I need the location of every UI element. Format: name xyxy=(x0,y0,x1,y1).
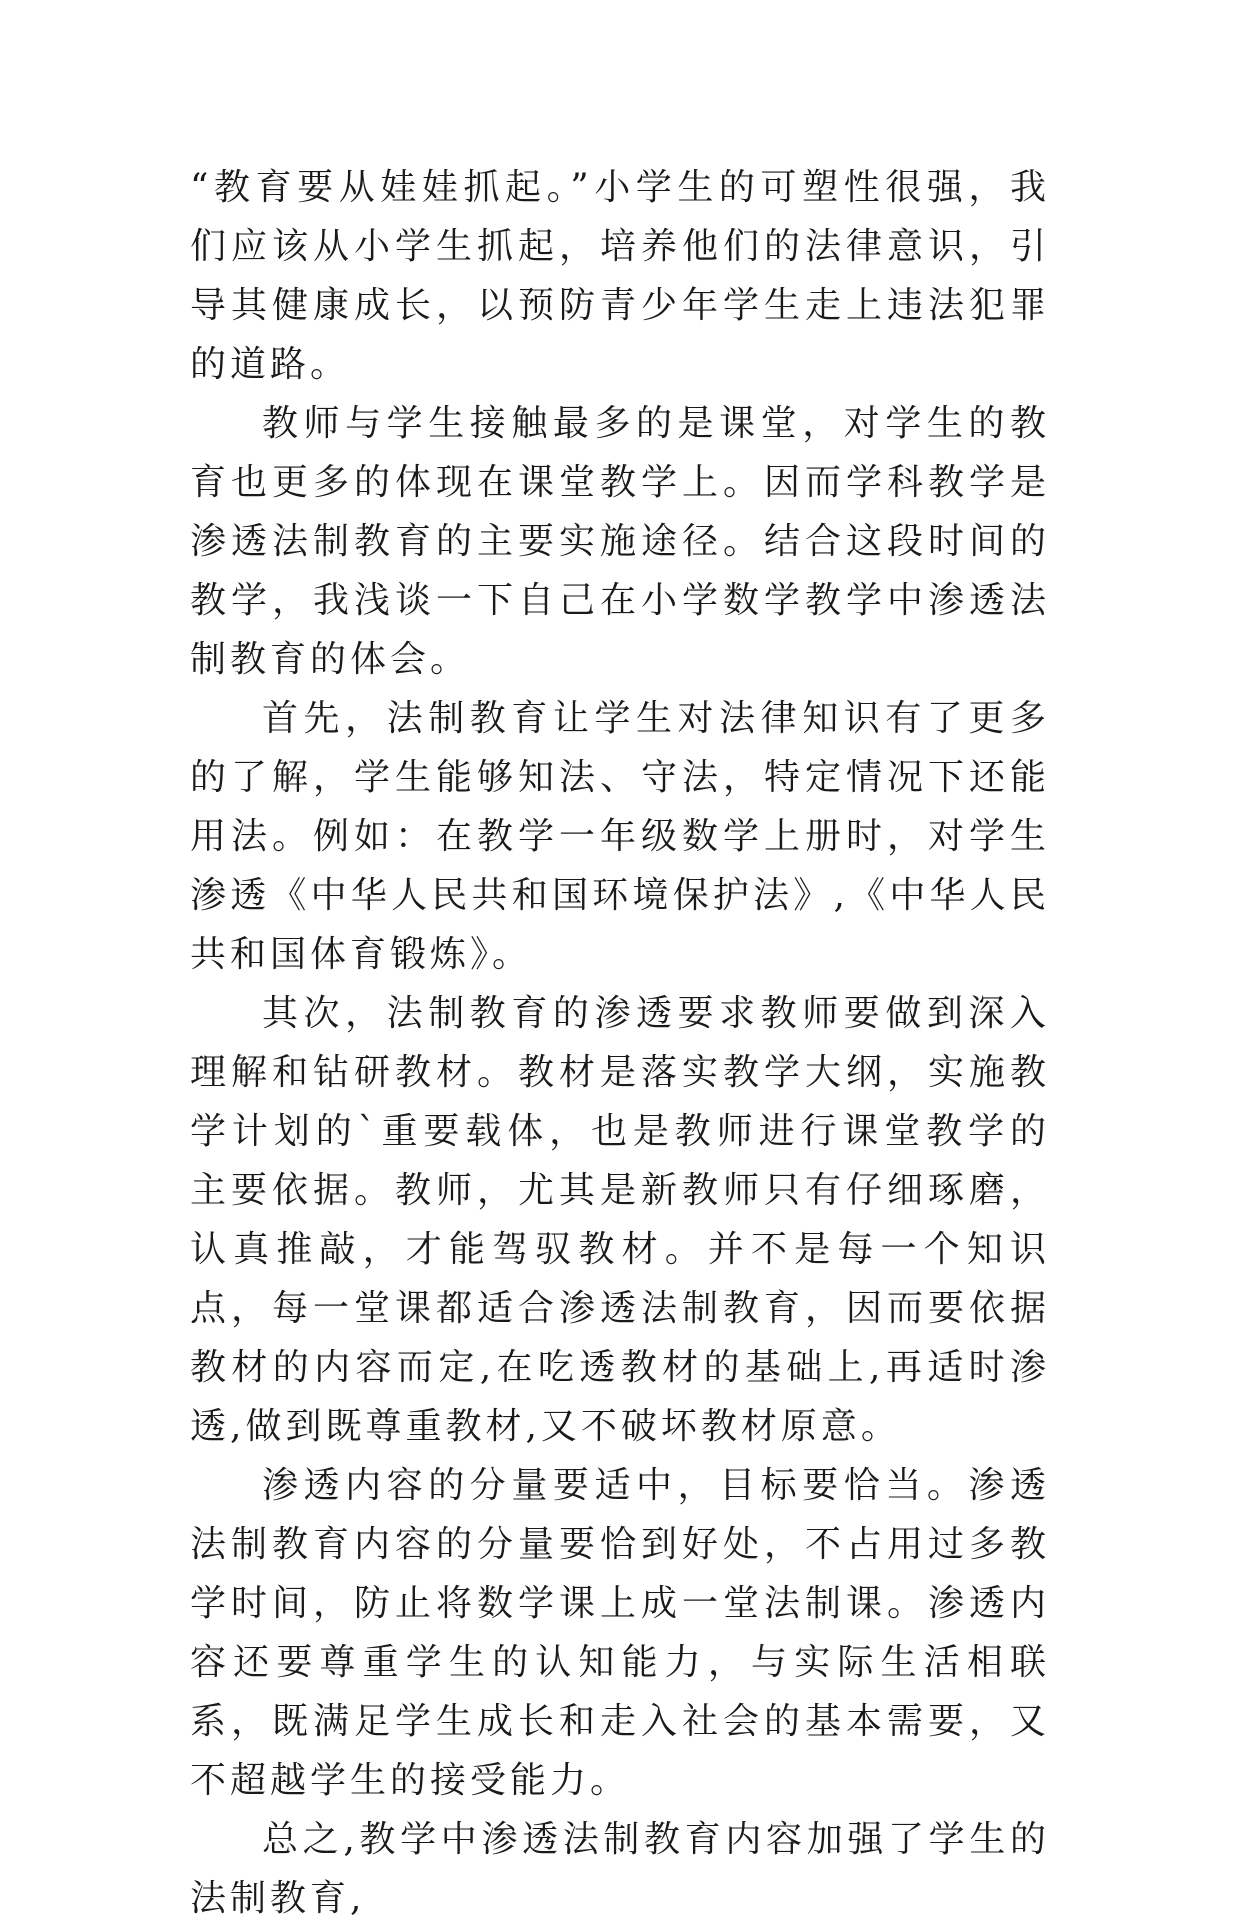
paragraph-6: 总之,教学中渗透法制教育内容加强了学生的法制教育, xyxy=(190,1819,1050,1919)
paragraph-4: 其次，法制教育的渗透要求教师要做到深入理解和钻研教材。教材是落实教学大纲，实施教学计划的`重要载体，也是教师进行课堂教学的主要依据。教师，尤其是新教师只有仔细琢磨，认真推敲，才能驾驭教材。并不是每一个知识点，每一堂课都适合渗透法制教育，因而要依据教材的内容而定,在吃透教材的基础上,再适时渗透,做到既尊重教材,又不破坏教材原意。 xyxy=(190,993,1050,1447)
paragraph-2: 教师与学生接触最多的是课堂，对学生的教育也更多的体现在课堂教学上。因而学科教学是渗透法制教育的主要实施途径。结合这段时间的教学，我浅谈一下自己在小学数学教学中渗透法制教育的体会。 xyxy=(190,403,1050,680)
paragraph-5: 渗透内容的分量要适中，目标要恰当。渗透法制教育内容的分量要恰到好处，不占用过多教学时间，防止将数学课上成一堂法制课。渗透内容还要尊重学生的认知能力，与实际生活相联系，既满足学生成长和走入社会的基本需要，又不超越学生的接受能力。 xyxy=(190,1465,1050,1801)
document-body xyxy=(190,158,1050,1928)
paragraph-1: “教育要从娃娃抓起。”小学生的可塑性很强，我们应该从小学生抓起，培养他们的法律意识，引导其健康成长，以预防青少年学生走上违法犯罪的道路。 xyxy=(190,167,1050,385)
paragraph-3: 首先，法制教育让学生对法律知识有了更多的了解，学生能够知法、守法，特定情况下还能用法。例如：在教学一年级数学上册时，对学生渗透《中华人民共和国环境保护法》,《中华人民共和国体育锻炼》。 xyxy=(190,698,1050,975)
